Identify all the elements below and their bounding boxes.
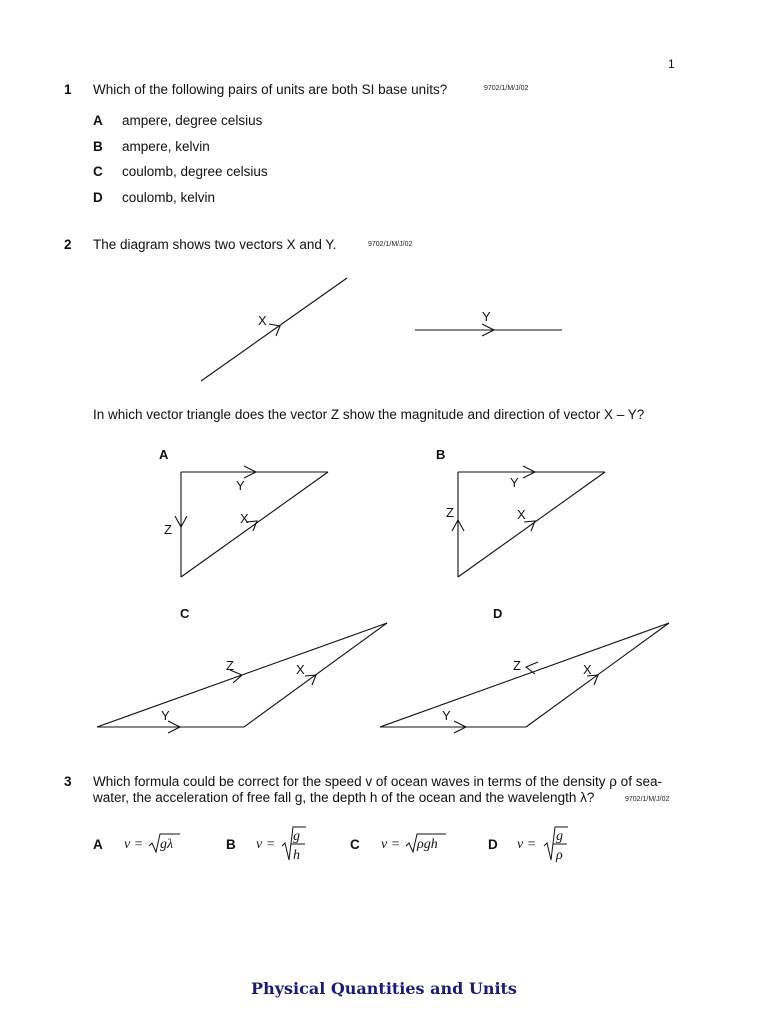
question-2-ref: 9702/1/M/J/02 bbox=[368, 241, 413, 248]
triangle-b-y-label: Y bbox=[510, 475, 519, 490]
q3-option-d-lhs: v = bbox=[517, 837, 537, 852]
q1-option-a-letter: A bbox=[93, 113, 103, 128]
triangle-b-x-label: X bbox=[517, 507, 526, 522]
question-3-text-line1: Which formula could be correct for the speed v of ocean waves in terms of the density ρ of sea- bbox=[93, 774, 662, 789]
triangle-b-z-label: Z bbox=[446, 505, 454, 520]
vector-y-label: Y bbox=[482, 309, 491, 324]
q3-option-b-lhs: v = bbox=[256, 837, 276, 852]
q3-option-b-letter: B bbox=[226, 837, 236, 852]
formula-a-expr: gλ bbox=[160, 837, 174, 852]
page-footer-title: Physical Quantities and Units bbox=[251, 979, 517, 998]
vector-x-arrowhead bbox=[269, 324, 280, 336]
formula-d-num: g bbox=[556, 829, 563, 844]
q1-option-b-text: ampere, kelvin bbox=[122, 139, 210, 154]
question-3-ref: 9702/1/M/J/02 bbox=[625, 796, 670, 803]
triangle-a-x-label: X bbox=[240, 511, 249, 526]
triangle-d-y-label: Y bbox=[442, 708, 451, 723]
triangle-a-z-label: Z bbox=[164, 522, 172, 537]
diagram-b-label: B bbox=[436, 447, 446, 462]
diagram-a-label: A bbox=[159, 447, 169, 462]
q1-option-c-text: coulomb, degree celsius bbox=[122, 164, 268, 179]
triangle-c-z-label: Z bbox=[226, 658, 234, 673]
q3-option-a-letter: A bbox=[93, 837, 103, 852]
q1-option-c-letter: C bbox=[93, 164, 103, 179]
q3-option-c-lhs: v = bbox=[381, 837, 401, 852]
question-2-prompt: In which vector triangle does the vector Z show the magnitude and direction of vector X – Y? bbox=[93, 407, 645, 422]
triangle-c-y-label: Y bbox=[161, 708, 170, 723]
vector-x-label: X bbox=[258, 313, 267, 328]
q3-option-a-lhs: v = bbox=[124, 837, 144, 852]
question-3-number: 3 bbox=[64, 774, 72, 789]
question-1-number: 1 bbox=[64, 82, 72, 97]
triangle-c-x-label: X bbox=[296, 662, 305, 677]
triangle-d-x-label: X bbox=[583, 662, 592, 677]
question-2-number: 2 bbox=[64, 237, 72, 252]
diagram-c-label: C bbox=[180, 606, 190, 621]
question-2-text: The diagram shows two vectors X and Y. bbox=[93, 237, 337, 252]
q3-option-d-letter: D bbox=[488, 837, 498, 852]
q3-option-c-letter: C bbox=[350, 837, 360, 852]
q1-option-b-letter: B bbox=[93, 139, 103, 154]
formula-b-num: g bbox=[293, 829, 300, 844]
vector-x-line bbox=[201, 278, 347, 381]
question-1-text: Which of the following pairs of units are both SI base units? bbox=[93, 82, 448, 97]
q1-option-a-text: ampere, degree celsius bbox=[122, 113, 263, 128]
triangle-d-z-label: Z bbox=[513, 658, 521, 673]
diagram-d-label: D bbox=[493, 606, 503, 621]
triangle-a-y-label: Y bbox=[236, 478, 245, 493]
q1-option-d-text: coulomb, kelvin bbox=[122, 190, 216, 205]
formula-d-den: ρ bbox=[556, 848, 563, 863]
formula-b-den: h bbox=[293, 848, 300, 863]
question-1-ref: 9702/1/M/J/02 bbox=[484, 85, 529, 92]
page-number: 1 bbox=[668, 57, 675, 71]
formula-c-expr: ρgh bbox=[417, 837, 438, 852]
question-3-text-line2: water, the acceleration of free fall g, the depth h of the ocean and the wavelength λ? bbox=[93, 790, 595, 805]
q1-option-d-letter: D bbox=[93, 190, 103, 205]
